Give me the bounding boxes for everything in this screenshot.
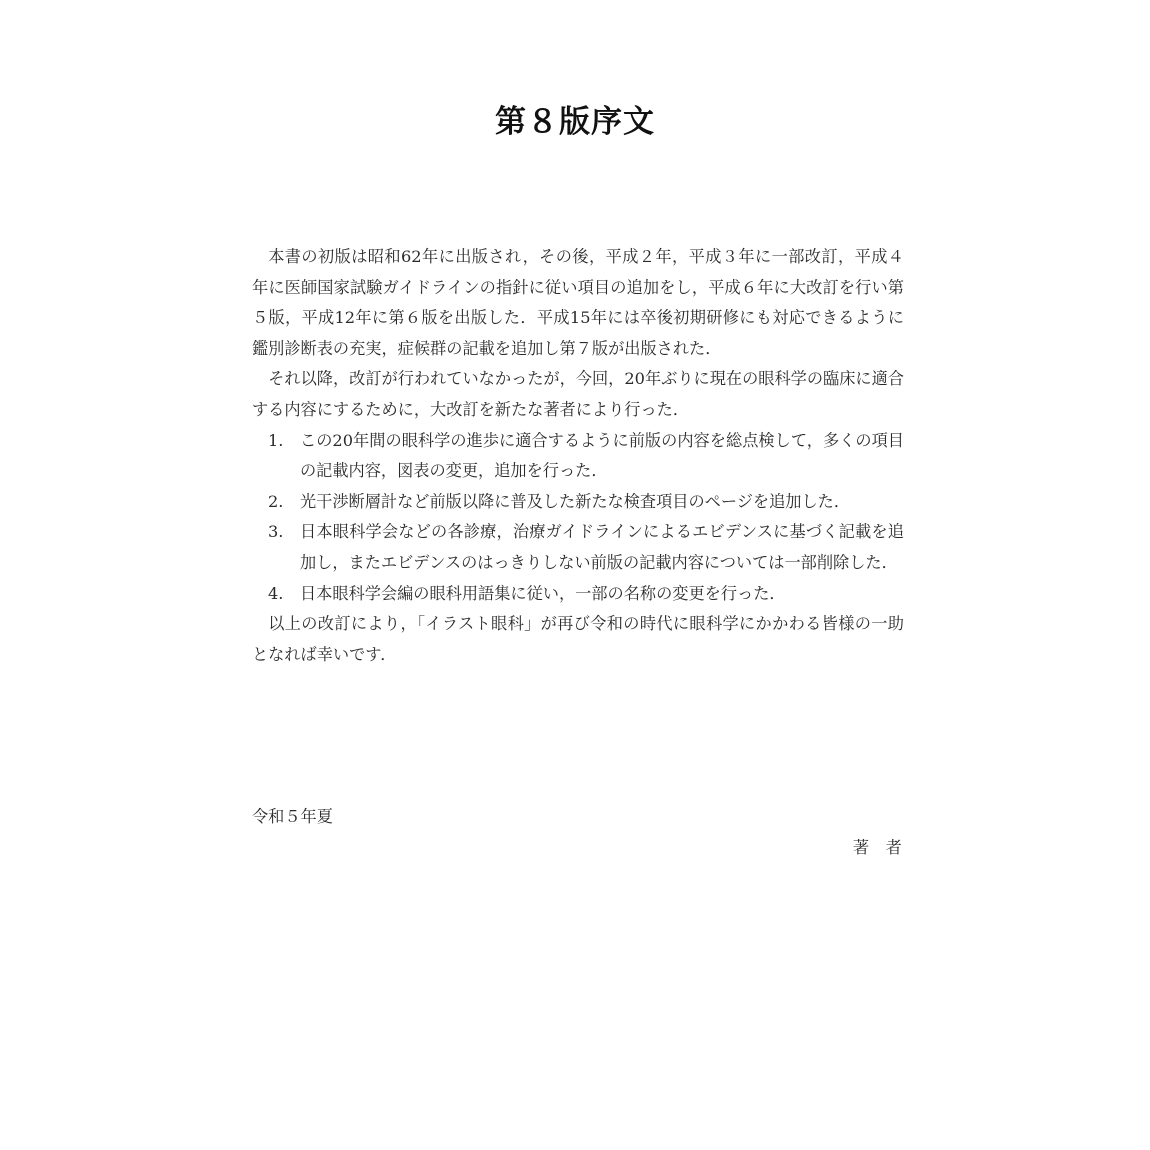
paragraph-closing: 以上の改訂により，「イラスト眼科」が再び令和の時代に眼科学にかかわる皆様の一助となれば幸いです． [252, 614, 904, 664]
revision-list [252, 426, 904, 610]
list-item-text: この20年間の眼科学の進歩に適合するように前版の内容を総点検して，多くの項目の記載内容，図表の変更，追加を行った． [300, 430, 904, 481]
list-item-number: 4. [268, 583, 284, 603]
date-line: 令和５年夏 [252, 807, 333, 826]
list-item-text: 日本眼科学会編の眼科用語集に従い，一部の名称の変更を行った． [300, 583, 786, 603]
list-item-number: 3. [268, 522, 284, 542]
paragraph-revision-intro: それ以降，改訂が行われていなかったが，今回，20年ぶりに現在の眼科学の臨床に適合する内容にするために，大改訂を新たな著者により行った． [252, 369, 904, 419]
paragraph-history: 本書の初版は昭和62年に出版され，その後，平成２年，平成３年に一部改訂，平成４年に医師国家試験ガイドラインの指針に従い項目の追加をし，平成６年に大改訂を行い第５版，平成12年に第６版を出版した．平成15年には卒後初期研修にも対応できるように鑑別診断表の充実，症候群の記載を追加し第７版が出版された． [252, 247, 904, 358]
list-item-text: 日本眼科学会などの各診療，治療ガイドラインによるエビデンスに基づく記載を追加し，またエビデンスのはっきりしない前版の記載内容については一部削除した． [300, 522, 904, 572]
page-title: 第８版序文 [495, 104, 655, 140]
list-item [252, 426, 904, 487]
list-item [252, 579, 904, 610]
author-signature: 著 者 [852, 838, 902, 857]
list-item-number: 2. [268, 491, 284, 511]
list-item-text: 光干渉断層計など前版以降に普及した新たな検査項目のページを追加した． [300, 491, 851, 511]
list-item-number: 1. [268, 430, 284, 450]
preface-body [252, 242, 904, 670]
list-item [252, 517, 904, 578]
list-item [252, 487, 904, 518]
